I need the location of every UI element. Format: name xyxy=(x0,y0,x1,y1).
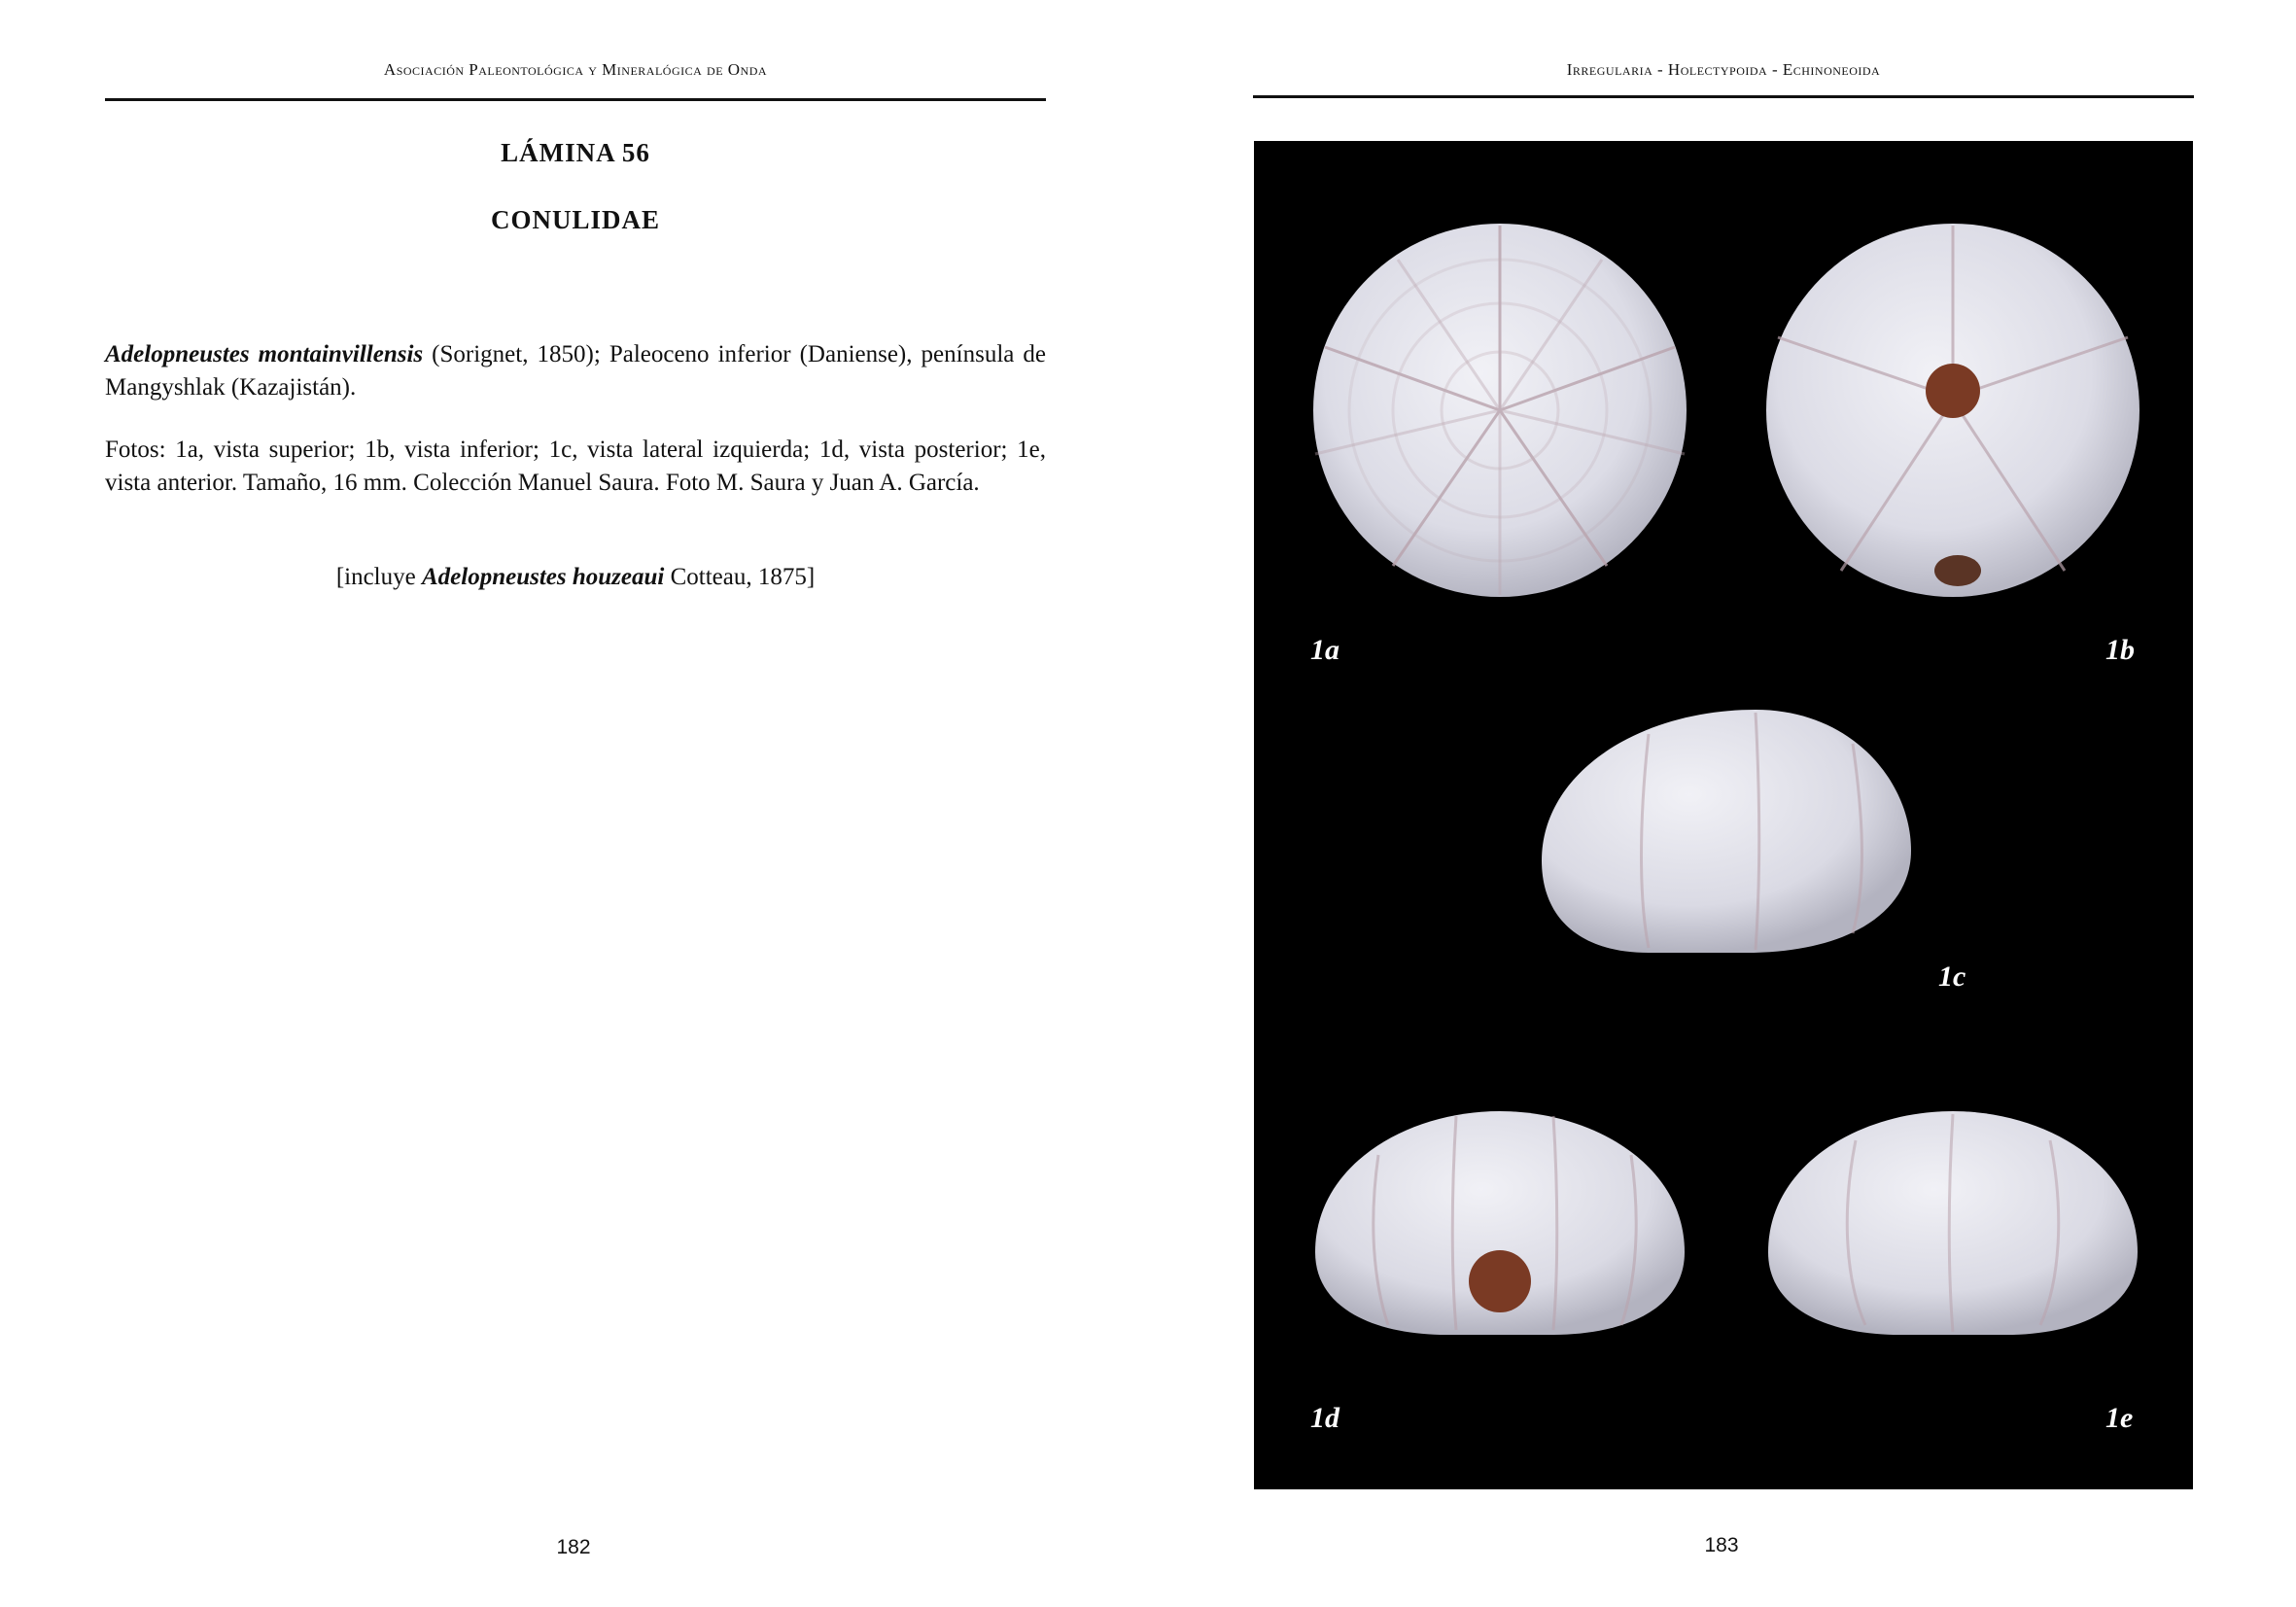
includes-open: [incluye xyxy=(335,564,422,590)
header-rule-left xyxy=(105,98,1046,101)
figure-label-1d: 1d xyxy=(1310,1402,1339,1434)
photos-paragraph: Fotos: 1a, vista superior; 1b, vista inferior; 1c, vista lateral izquierda; 1d, vista posterior; 1e, vista anterior. Tamaño, 16 mm. Colección Manuel Saura. Foto M. Saura y Juan A. García. xyxy=(105,437,1046,496)
specimen-1b-image xyxy=(1763,221,2142,600)
species-paragraph xyxy=(105,338,1046,404)
right-page xyxy=(1148,0,2296,1607)
includes-rest: Cotteau, 1875] xyxy=(664,564,816,590)
photo-plate xyxy=(1254,141,2193,1489)
page-number-right: 183 xyxy=(1704,1534,1739,1556)
page-number-left: 182 xyxy=(556,1536,591,1558)
specimen-1d-image xyxy=(1310,1106,1689,1340)
figure-label-1b: 1b xyxy=(2105,634,2135,666)
running-head-left: Asociación Paleontológica y Mineralógica de Onda xyxy=(383,60,768,79)
figure-label-1a: 1a xyxy=(1310,634,1339,666)
family-title: CONULIDAE xyxy=(490,205,661,234)
specimen-1c-image xyxy=(1532,705,1916,958)
running-head-right: Irregularia - Holectypoida - Echinoneoida xyxy=(1566,60,1881,79)
specimen-1e-image xyxy=(1763,1106,2142,1340)
figure-label-1e: 1e xyxy=(2105,1402,2134,1434)
plate-title: LÁMINA 56 xyxy=(501,138,650,167)
species-details: (Sorignet, 1850); Paleoceno inferior (Daniense), península de Mangyshlak (Kazajistán). xyxy=(105,341,1046,401)
includes-species-name: Adelopneustes houzeaui xyxy=(421,564,665,590)
header-rule-right xyxy=(1253,95,2194,98)
includes-line xyxy=(105,564,1046,591)
species-name: Adelopneustes montainvillensis xyxy=(105,341,424,367)
figure-label-1c: 1c xyxy=(1938,961,1966,993)
specimen-1a-image xyxy=(1310,221,1689,600)
